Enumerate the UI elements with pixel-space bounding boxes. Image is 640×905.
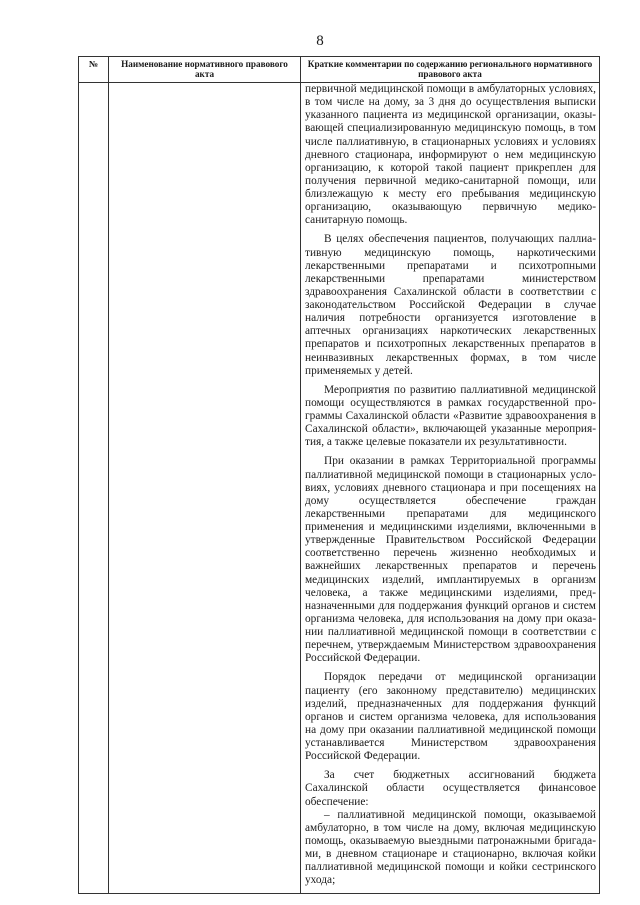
row-comments-cell xyxy=(301,83,600,894)
paragraph: В целях обеспечения пациентов, получающих паллиативную медицинскую помощь, наркотическими лекарственными препаратами и психотропными лекарственными препаратами министерством здравоохранения Сахалинской области в соответствии с законодательством Российской Федерации в случае наличия потребности организуется изготовление в аптечных организациях наркотических лекарственных препаратов и психотропных лекарственных препаратов в неинвазивных лекарственных формах, в том числе применяемых у детей. xyxy=(305,233,596,377)
table-header-row xyxy=(79,57,600,83)
paragraph: За счет бюджетных ассигнований бюджета Сахалинской области осуществляется финансовое обеспечение: xyxy=(305,769,596,808)
header-number: № xyxy=(79,57,109,83)
header-act-name: Наименование нормативного правового акта xyxy=(109,57,301,83)
paragraph: первичной медицинской помощи в амбулаторных условиях, в том числе на дому, за 3 дня до осуществления выписки указанного пациента из медицинской организации, оказывающей специализированную медицинскую помощь, в том числе паллиативную, в стационарных условиях и условиях дневного стационара, информируют о нем медицинскую организацию, к которой такой пациент прикреплен для получения первичной медико-санитарной помощи, или близлежащую к месту его пребывания медицинскую организацию, оказывающую первичную медико-санитарную помощь. xyxy=(305,83,596,227)
legal-acts-table xyxy=(78,56,600,894)
paragraph: Мероприятия по развитию паллиативной медицинской помощи осуществляются в рамках государственной программы Сахалинской области «Развитие здравоохранения в Сахалинской области», включающей указанные мероприятия, а также целевые показатели их результативности. xyxy=(305,383,596,449)
comments-text xyxy=(301,83,599,887)
paragraph: Порядок передачи от медицинской организации пациенту (его законному представителю) медицинских изделий, предназначенных для поддержания функций органов и систем организма человека, для использования на дому при оказании паллиативной медицинской помощи устанавливается Министерством здравоохранения Российской Федерации. xyxy=(305,671,596,763)
paragraph: При оказании в рамках Территориальной программы паллиативной медицинской помощи в стационарных условиях, условиях дневного стационара и при посещениях на дому осуществляется обеспечение граждан лекарственными препаратами для медицинского применения и медицинскими изделиями, включенными в утвержденные Правительством Российской Федерации соответственно перечень жизненно необходимых и важнейших лекарственных препаратов и перечень медицинских изделий, имплантируемых в организм человека, а также медицинскими изделиями, предназначенными для поддержания функций органов и систем организма человека, для использования на дому при оказании паллиативной медицинской помощи в соответствии с перечнем, утверждаемым Министерством здравоохранения Российской Федерации. xyxy=(305,455,596,665)
row-act-name-cell xyxy=(109,83,301,894)
header-comments: Краткие комментарии по содержанию регионального нормативного правового акта xyxy=(301,57,600,83)
page-number: 8 xyxy=(316,33,324,49)
row-number-cell xyxy=(79,83,109,894)
table-row xyxy=(79,83,600,894)
list-item: – паллиативной медицинской помощи, оказываемой амбулаторно, в том числе на дому, включая медицинскую помощь, оказываемую выездными патронажными бригадами, в дневном стационаре и стационарно, включая койки паллиативной медицинской помощи и койки сестринского ухода; xyxy=(305,808,596,887)
